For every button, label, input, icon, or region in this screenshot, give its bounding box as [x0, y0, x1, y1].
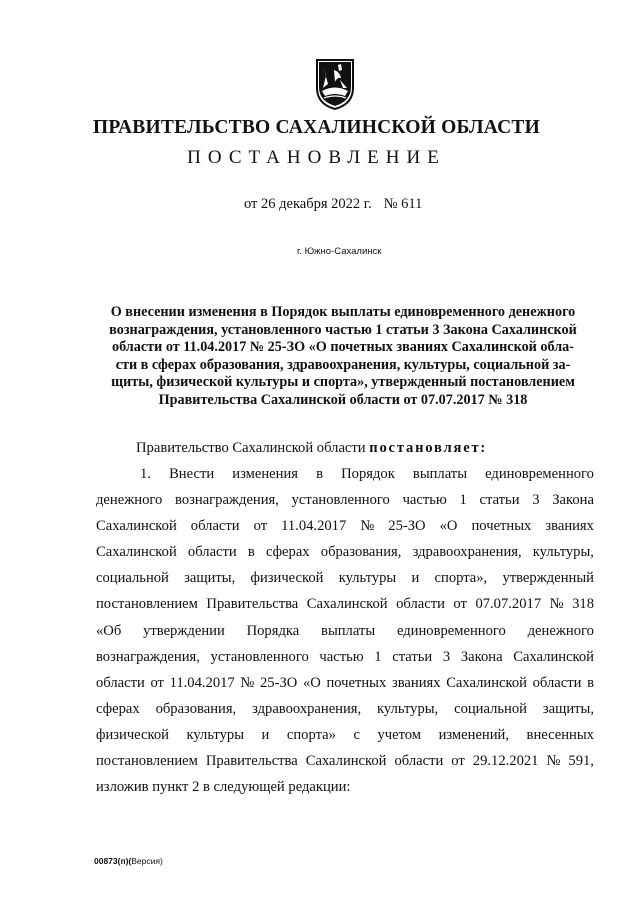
body-word: области: [394, 753, 444, 770]
body-line: [96, 722, 594, 748]
body-word: защиты,: [542, 700, 594, 717]
body-word: культуры: [338, 570, 397, 587]
body-word: образования,: [320, 544, 402, 561]
body-word: вознаграждения,: [96, 648, 200, 665]
body-word: физической: [96, 726, 169, 743]
body-word: спорта»: [286, 726, 336, 743]
body-line: [96, 696, 594, 722]
body-word: частью: [319, 648, 364, 665]
body-word: выплаты: [412, 466, 467, 482]
document-footer: [94, 856, 163, 866]
body-word: 25-ЗО: [259, 674, 298, 691]
body-word: 3: [442, 648, 451, 665]
body-word: 1.: [140, 466, 151, 482]
body-word: социальной: [96, 570, 169, 587]
footer-code: 00873(п)(: [94, 856, 132, 866]
body-word: званиях: [391, 674, 441, 691]
subject-line: области от 11.04.2017 № 25-ЗО «О почетных званиях Сахалинской обла-: [111, 339, 575, 356]
body-word: Сахалинской: [305, 753, 387, 770]
body-word: здравоохранения,: [252, 700, 362, 717]
footer-version: Версия): [131, 856, 163, 866]
document-date: от 26 декабря 2022 г.: [244, 196, 372, 212]
body-word: вознаграждения,: [175, 492, 279, 509]
body-word: с: [353, 726, 360, 743]
subject-line: О внесении изменения в Порядок выплаты единовременного денежного: [110, 304, 576, 320]
body-word: 11.04.2017: [281, 518, 347, 535]
body-word: Порядка: [246, 622, 300, 639]
resolution-body: [96, 461, 594, 800]
body-word: и: [261, 726, 270, 743]
body-word: денежного: [96, 492, 163, 509]
body-word: и: [411, 570, 420, 587]
body-word: изменения: [232, 466, 298, 482]
body-word: «О: [439, 518, 458, 535]
body-word: в: [316, 466, 323, 482]
body-line: [96, 644, 594, 670]
body-word: Правительства: [205, 753, 298, 770]
body-word: культуры,: [377, 700, 439, 717]
body-word: №: [360, 518, 375, 535]
body-word: Сахалинской: [306, 596, 388, 613]
body-line: [96, 748, 594, 774]
body-line: [96, 513, 594, 539]
body-word: Правительства: [206, 596, 299, 613]
body-word: 11.04.2017: [169, 674, 235, 691]
body-word: Закона: [552, 492, 594, 509]
body-word: культуры: [186, 726, 245, 743]
body-word: 591,: [568, 753, 594, 770]
body-word: защиты,: [184, 570, 236, 587]
body-word: единовременного: [485, 466, 594, 482]
body-word: Сахалинской: [446, 674, 527, 691]
body-word: здравоохранения,: [412, 544, 522, 561]
subject-line: щиты, физической культуры и спорта», утвержденный постановлением: [111, 374, 575, 391]
body-line: [96, 618, 594, 644]
sakhalin-coat-of-arms-icon: [314, 58, 356, 110]
body-word: от: [453, 596, 467, 613]
body-word: области: [396, 596, 445, 613]
body-word: Сахалинской: [96, 518, 177, 535]
body-word: учетом: [377, 726, 422, 743]
body-line: [96, 565, 594, 591]
body-word: единовременного: [396, 622, 506, 639]
body-line: [96, 461, 594, 487]
subject-line: вознаграждения, установленного частью 1 статьи 3 Закона Сахалинской: [109, 321, 577, 338]
body-line: изложив пункт 2 в следующей редакции:: [96, 779, 351, 796]
body-word: утверждении: [143, 622, 225, 639]
body-word: культуры,: [532, 544, 594, 561]
body-word: частью: [402, 492, 447, 509]
body-word: №: [240, 674, 255, 691]
body-word: «Об: [96, 622, 122, 639]
body-word: Внести: [169, 466, 215, 482]
document-city: г. Южно-Сахалинск: [297, 246, 382, 257]
body-word: званиях: [545, 518, 594, 535]
body-word: Сахалинской: [96, 544, 177, 561]
body-word: в: [587, 674, 594, 691]
body-word: внесенных: [526, 726, 594, 743]
intro-emphasis: постановляет:: [369, 440, 488, 456]
body-word: почетных: [471, 518, 532, 535]
government-title: ПРАВИТЕЛЬСТВО САХАЛИНСКОЙ ОБЛАСТИ: [93, 117, 540, 138]
body-word: области: [190, 518, 240, 535]
body-word: образования,: [155, 700, 237, 717]
document-subject: [88, 304, 598, 410]
document-date-line: [244, 196, 422, 213]
body-word: установленного: [210, 648, 309, 665]
body-word: Сахалинской: [513, 648, 594, 665]
document-number: № 611: [383, 196, 423, 212]
body-word: постановлением: [96, 753, 198, 770]
body-word: сферах: [96, 700, 140, 717]
body-word: изменений,: [438, 726, 510, 743]
body-word: 1: [374, 648, 382, 665]
body-word: социальной: [454, 700, 527, 717]
body-word: утвержденный: [502, 570, 594, 587]
body-word: 3: [532, 492, 540, 509]
body-word: 1: [459, 492, 467, 509]
body-word: в: [247, 544, 255, 561]
subject-line: сти в сферах образования, здравоохранения, культуры, социальной за-: [115, 356, 571, 373]
body-word: 29.12.2021: [472, 753, 539, 770]
body-word: от: [451, 753, 465, 770]
body-word: «О: [302, 674, 321, 691]
intro-text: Правительство Сахалинской области: [136, 440, 366, 456]
body-word: Закона: [460, 648, 503, 665]
body-line: [96, 487, 594, 513]
subject-line: Правительства Сахалинской области от 07.07.2017 № 318: [158, 391, 528, 408]
body-word: денежного: [527, 622, 594, 639]
body-word: области: [532, 674, 582, 691]
body-word: области: [187, 544, 237, 561]
document-type: ПОСТАНОВЛЕНИЕ: [187, 147, 446, 168]
body-word: выплаты: [321, 622, 376, 639]
body-line: [96, 670, 594, 696]
body-word: Порядок: [341, 466, 395, 482]
body-word: от: [150, 674, 164, 691]
body-word: физической: [250, 570, 324, 587]
body-word: установленного: [291, 492, 390, 509]
body-line: [96, 591, 594, 617]
body-word: статьи: [392, 648, 433, 665]
body-word: статьи: [479, 492, 520, 509]
body-word: сферах: [265, 544, 310, 561]
body-word: 07.07.2017: [475, 596, 542, 613]
body-line: [96, 539, 594, 565]
body-word: спорта»,: [434, 570, 488, 587]
resolution-intro: [136, 440, 487, 457]
body-word: от: [253, 518, 268, 535]
body-word: 25-ЗО: [388, 518, 426, 535]
body-word: постановлением: [96, 596, 198, 613]
body-word: №: [549, 596, 564, 613]
body-word: области: [96, 674, 145, 691]
body-word: №: [546, 753, 561, 770]
body-word: почетных: [326, 674, 387, 691]
body-word: 318: [572, 596, 594, 613]
